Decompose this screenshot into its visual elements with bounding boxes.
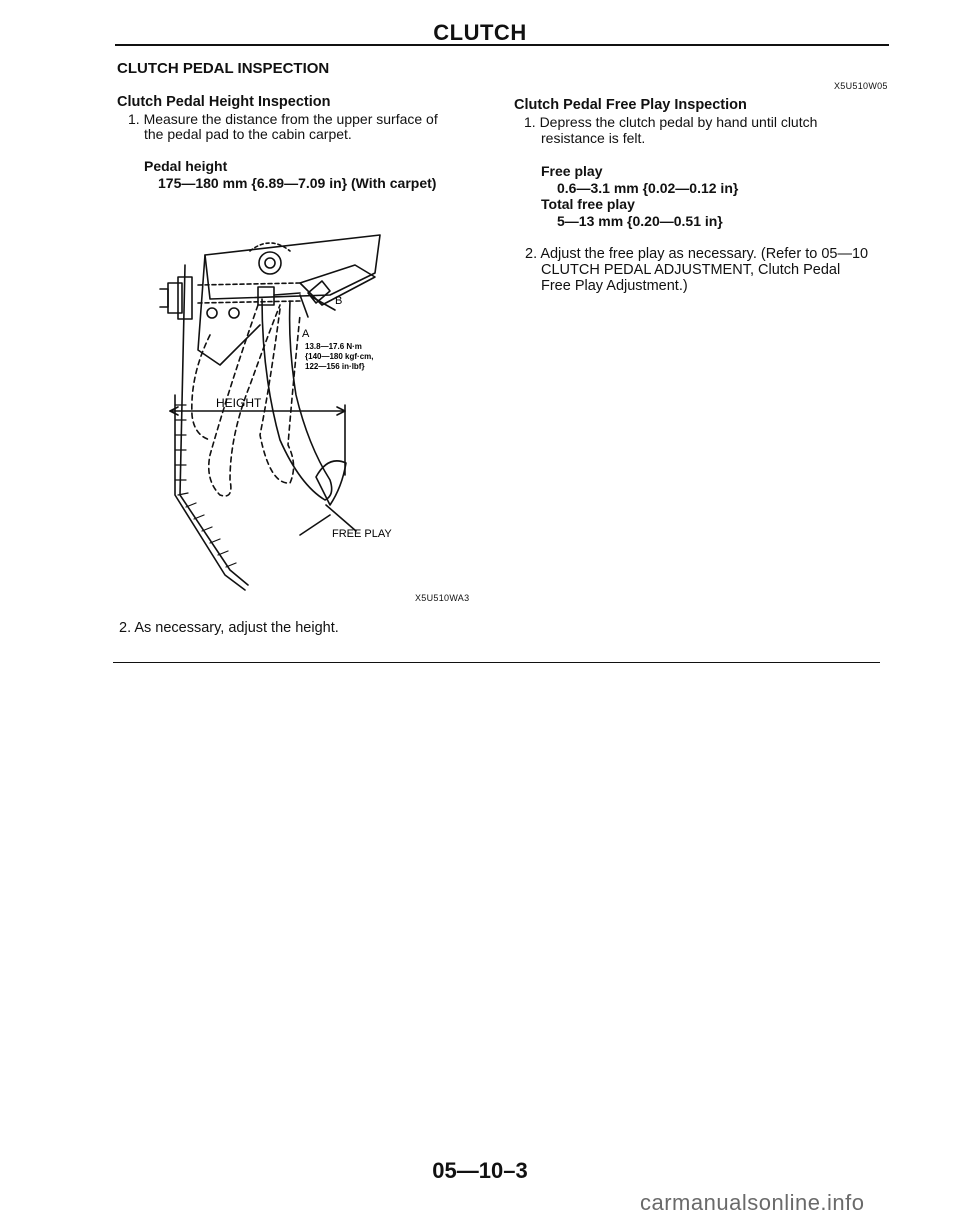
torque-line-3: 122—156 in·lbf} bbox=[305, 362, 365, 371]
left-step1-line2: the pedal pad to the cabin carpet. bbox=[144, 126, 352, 142]
torque-line-1: 13.8—17.6 N·m bbox=[305, 342, 362, 351]
right-step1-line1: 1. Depress the clutch pedal by hand until clutch bbox=[524, 114, 818, 130]
label-free-play: FREE PLAY bbox=[332, 528, 392, 540]
right-step2-line1: 2. Adjust the free play as necessary. (Refer to 05—10 bbox=[525, 246, 869, 262]
right-code: X5U510W05 bbox=[834, 81, 888, 91]
right-step2-line2: CLUTCH PEDAL ADJUSTMENT, Clutch Pedal bbox=[541, 262, 841, 278]
header-rule bbox=[115, 44, 889, 46]
pedal-height-label: Pedal height bbox=[144, 158, 228, 174]
pivot-bolt bbox=[259, 252, 281, 274]
label-b: B bbox=[335, 295, 343, 307]
free-play-value: 0.6—3.1 mm {0.02—0.12 in} bbox=[557, 180, 739, 196]
left-step1-line1: 1. Measure the distance from the upper surface of bbox=[128, 111, 438, 127]
left-heading: Clutch Pedal Height Inspection bbox=[117, 94, 331, 110]
pedal-bracket bbox=[205, 235, 380, 299]
clutch-pedal-diagram bbox=[150, 225, 470, 615]
torque-line-2: {140—180 kgf·cm, bbox=[305, 352, 374, 361]
right-step2-line3: Free Play Adjustment.) bbox=[541, 278, 688, 294]
label-a: A bbox=[302, 328, 310, 340]
figure-code: X5U510WA3 bbox=[415, 593, 470, 603]
page-number: 05—10–3 bbox=[432, 1158, 528, 1183]
label-height: HEIGHT bbox=[216, 396, 262, 410]
section-rule bbox=[113, 662, 880, 663]
total-free-play-label: Total free play bbox=[541, 196, 635, 212]
total-free-play-value: 5—13 mm {0.20—0.51 in} bbox=[557, 213, 723, 229]
page-header-title: CLUTCH bbox=[433, 20, 527, 45]
left-step2: 2. As necessary, adjust the height. bbox=[119, 620, 339, 636]
watermark: carmanualsonline.info bbox=[640, 1190, 865, 1215]
right-step1-line2: resistance is felt. bbox=[541, 130, 646, 146]
right-heading: Clutch Pedal Free Play Inspection bbox=[514, 97, 747, 113]
section-title: CLUTCH PEDAL INSPECTION bbox=[117, 60, 330, 77]
free-play-label: Free play bbox=[541, 163, 603, 179]
pedal-height-value: 175—180 mm {6.89—7.09 in} (With carpet) bbox=[158, 175, 437, 191]
